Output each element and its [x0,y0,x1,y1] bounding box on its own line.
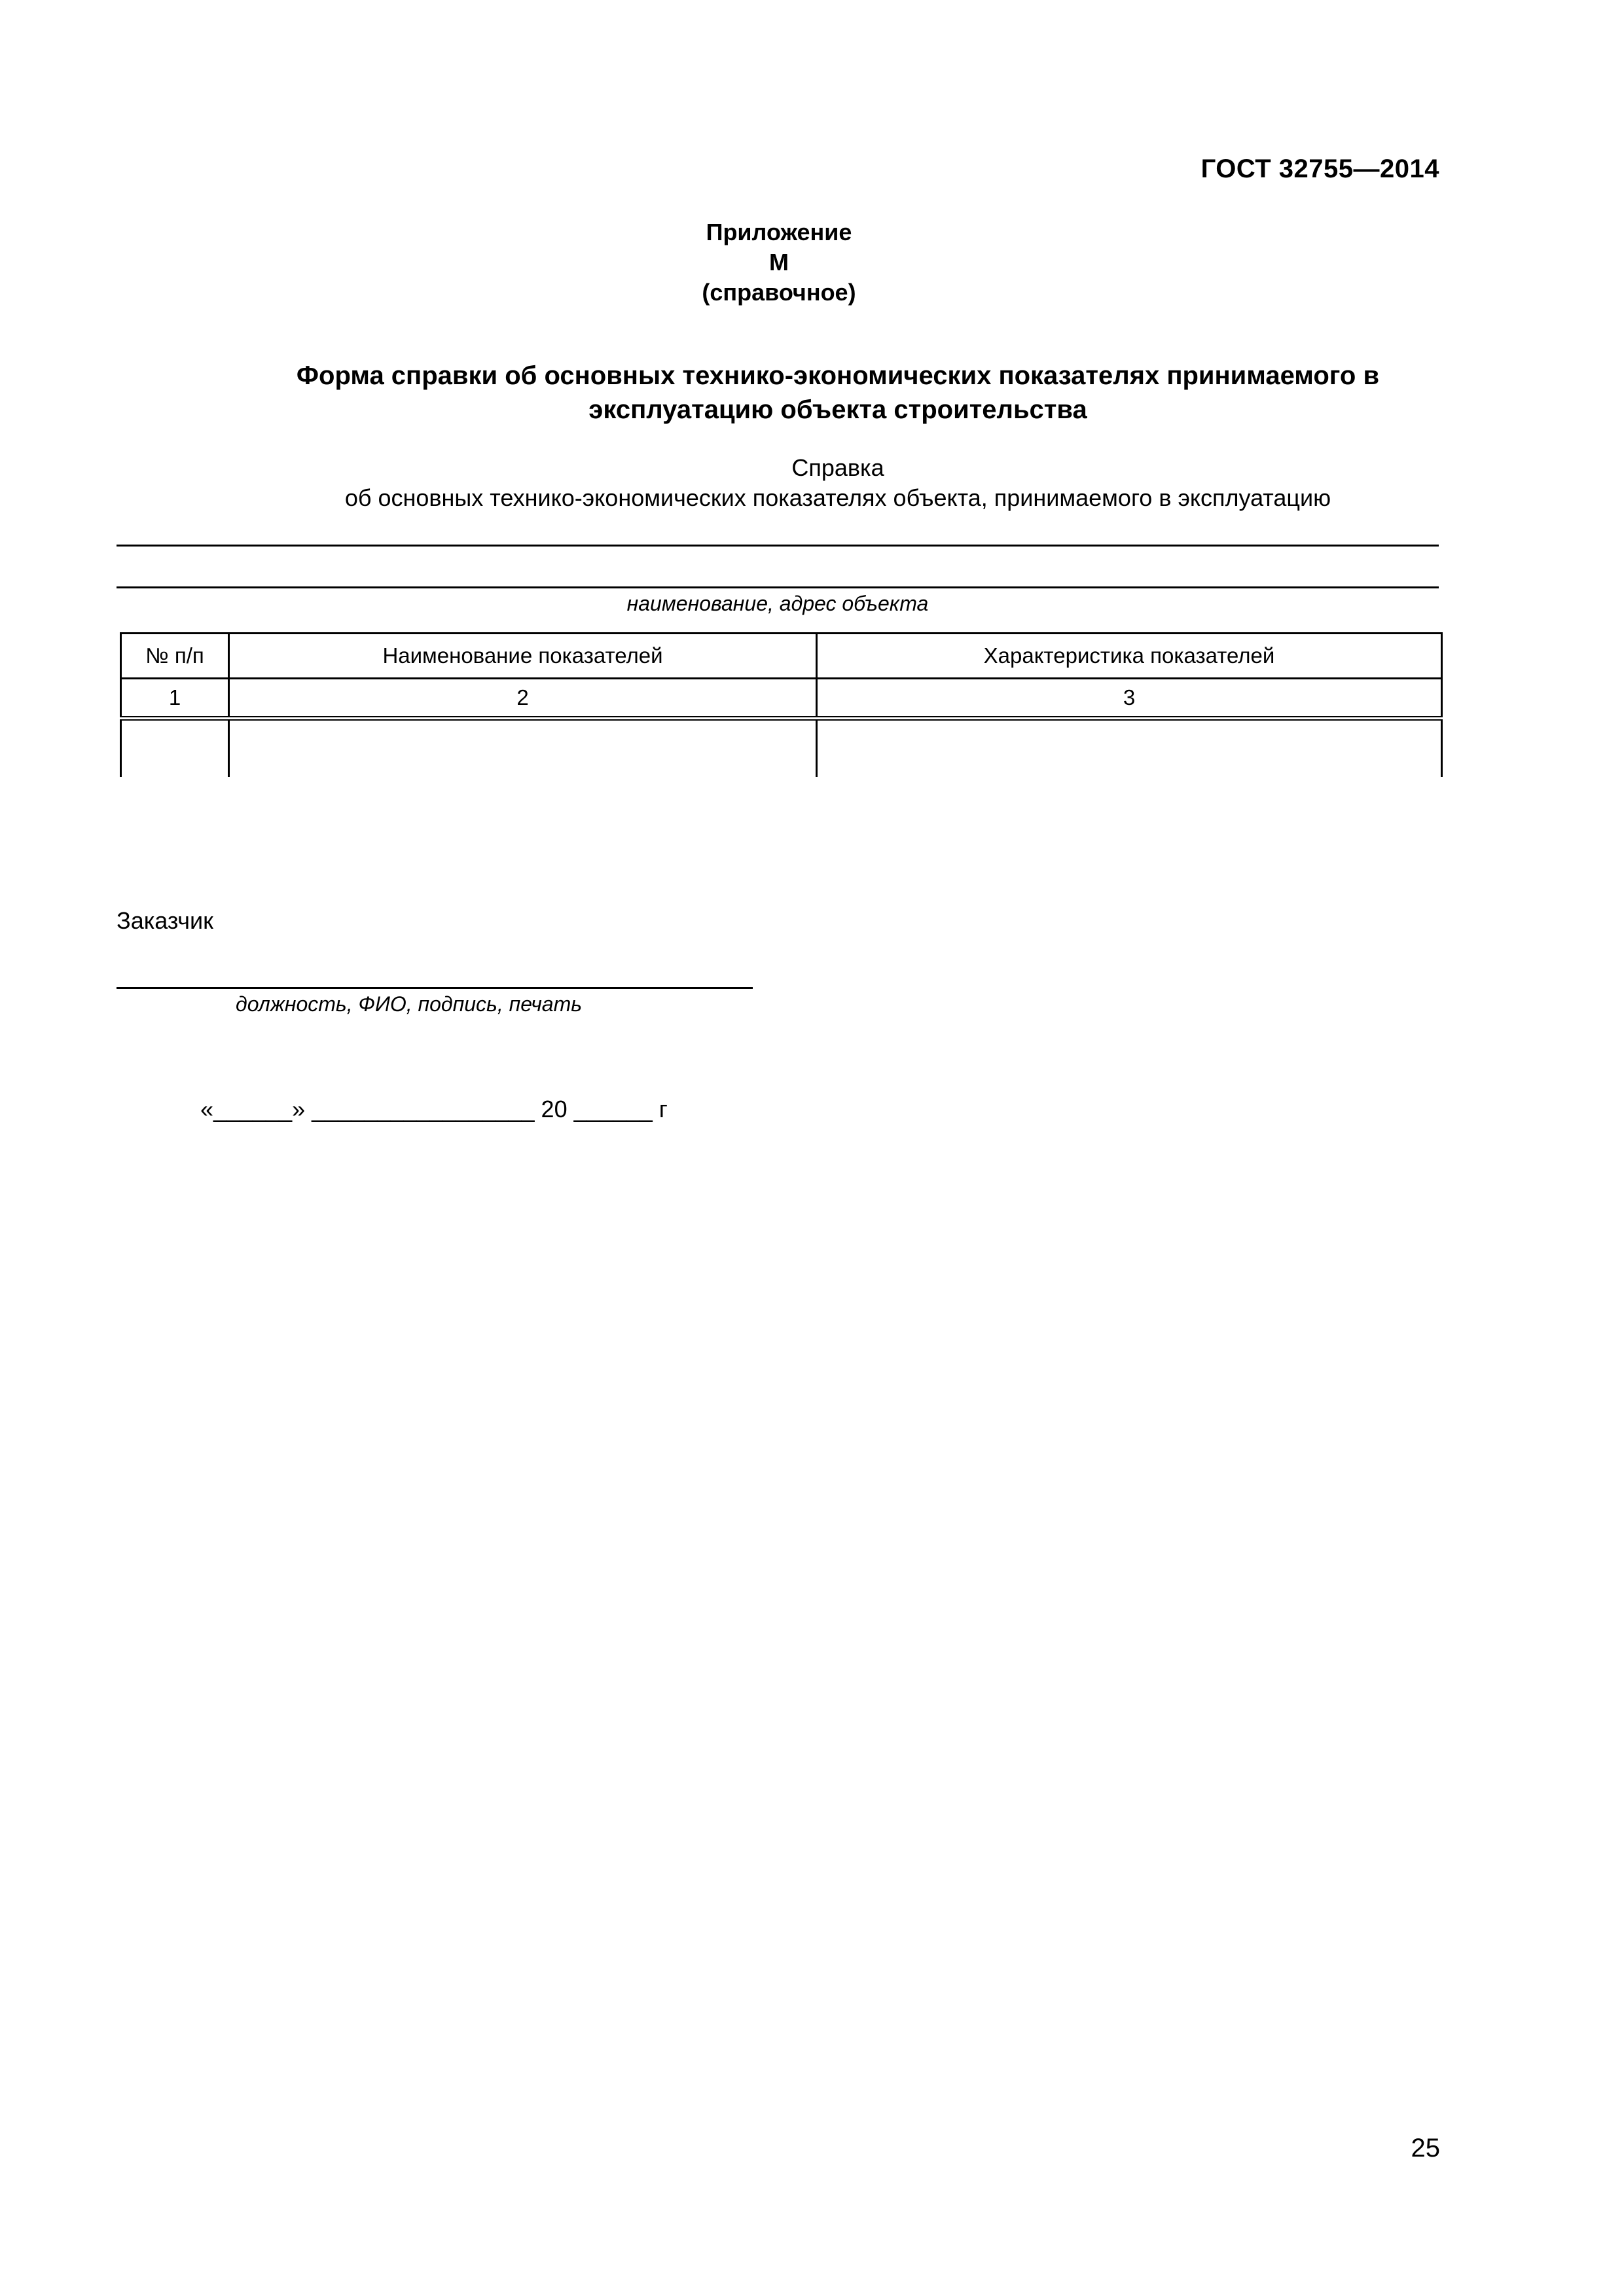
object-caption: наименование, адрес объекта [626,592,929,615]
indicators-table [120,632,1443,777]
certificate-subtitle: об основных технико-экономических показателях объекта, принимаемого в эксплуатацию [344,484,1331,511]
form-title-line-2: эксплуатацию объекта строительства [588,395,1087,424]
appendix-heading [694,217,864,308]
column-number-cell: 1 [121,679,229,719]
page-number: 25 [1411,2134,1440,2162]
header-cell-number: № п/п [121,634,229,679]
column-number-cell: 2 [229,679,817,719]
date-line: «______» _________________ 20 ______ г [200,1096,668,1122]
signature-caption: должность, ФИО, подпись, печать [236,992,583,1016]
signature-line [117,987,753,989]
appendix-subtitle: (справочное) [702,279,856,306]
table-row [121,719,1442,778]
column-number-cell: 3 [817,679,1442,719]
table-column-number-row [121,679,1442,719]
header-cell-indicator-characteristic: Характеристика показателей [817,634,1442,679]
header-cell-indicator-name: Наименование показателей [229,634,817,679]
table-header-row [121,634,1442,679]
document-code: ГОСТ 32755—2014 [1200,154,1439,183]
object-name-line-2 [117,586,1439,588]
object-name-line-1 [117,545,1439,547]
table-cell [817,719,1442,778]
form-title-line-1: Форма справки об основных технико-экономических показателях принимаемого в [296,361,1380,390]
customer-label: Заказчик [117,907,213,934]
appendix-title: Приложение М [706,219,852,276]
certificate-title: Справка [791,454,884,481]
table-cell [121,719,229,778]
table-cell [229,719,817,778]
form-title [118,359,1558,427]
certificate-heading [118,453,1558,513]
